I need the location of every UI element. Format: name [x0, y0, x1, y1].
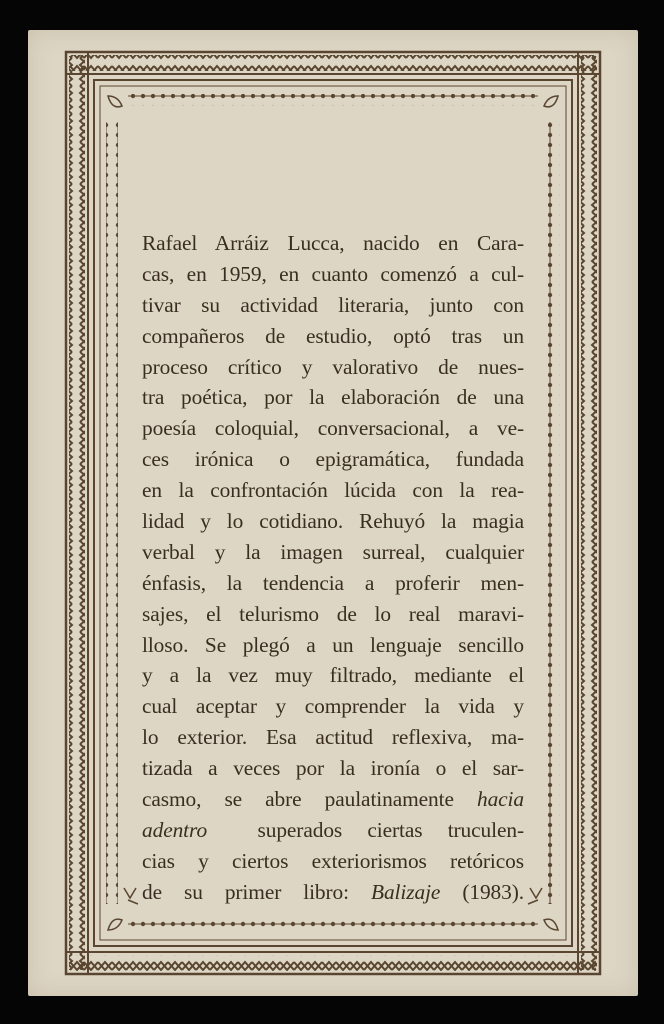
blurb-text — [142, 228, 524, 908]
blurb-line: Rafael Arráiz Lucca, nacido en Cara- — [142, 231, 524, 255]
blurb-line: verbal y la imagen surreal, cualquier — [142, 539, 524, 564]
blurb-line: tivar su actividad literaria, junto con — [142, 292, 524, 317]
blurb-line-22-start: de su primer libro: — [142, 879, 349, 904]
blurb-line: tra poética, por la elaboración de una — [142, 385, 524, 410]
book-title-balizaje: Balizaje — [371, 879, 441, 904]
blurb-line: sajes, el telurismo de lo real maravi- — [142, 601, 524, 626]
italic-adentro: adentro — [142, 817, 208, 842]
blurb-line: cual aceptar y comprender la vida y — [142, 694, 524, 719]
blurb-line: ces irónica o epigramática, fundada — [142, 447, 524, 472]
blurb-line: compañeros de estudio, optó tras un — [142, 323, 524, 348]
blurb-line: lloso. Se plegó a un lenguaje sencillo — [142, 632, 524, 657]
blurb-line: énfasis, la tendencia a proferir men- — [142, 570, 524, 595]
blurb-line: y a la vez muy filtrado, mediante el — [142, 663, 524, 688]
blurb-line: cas, en 1959, en cuanto comenzó a cul- — [142, 261, 524, 286]
blurb-line: cias y ciertos exteriorismos retóricos — [142, 848, 524, 873]
blurb-line: en la confrontación lúcida con la rea- — [142, 478, 524, 503]
blurb-line: lidad y lo cotidiano. Rehuyó la magia — [142, 509, 524, 534]
blurb-line: lo exterior. Esa actitud reflexiva, ma- — [142, 725, 524, 750]
blurb-line-22-end: (1983). — [462, 879, 525, 904]
book-back-cover — [28, 30, 638, 996]
italic-hacia: hacia — [476, 787, 524, 812]
blurb-line: proceso crítico y valorativo de nues- — [142, 354, 524, 379]
blurb-line-20-text: superados ciertas truculen- — [257, 817, 524, 842]
blurb-line-20 — [142, 815, 524, 846]
blurb-line-19 — [142, 784, 524, 815]
blurb-line-19-text: casmo, se abre paulatinamente — [142, 787, 454, 812]
blurb-line: tizada a veces por la ironía o el sar- — [142, 756, 524, 781]
blurb-line: poesía coloquial, conversacional, a ve- — [142, 416, 524, 441]
blurb-line-22 — [142, 877, 524, 908]
